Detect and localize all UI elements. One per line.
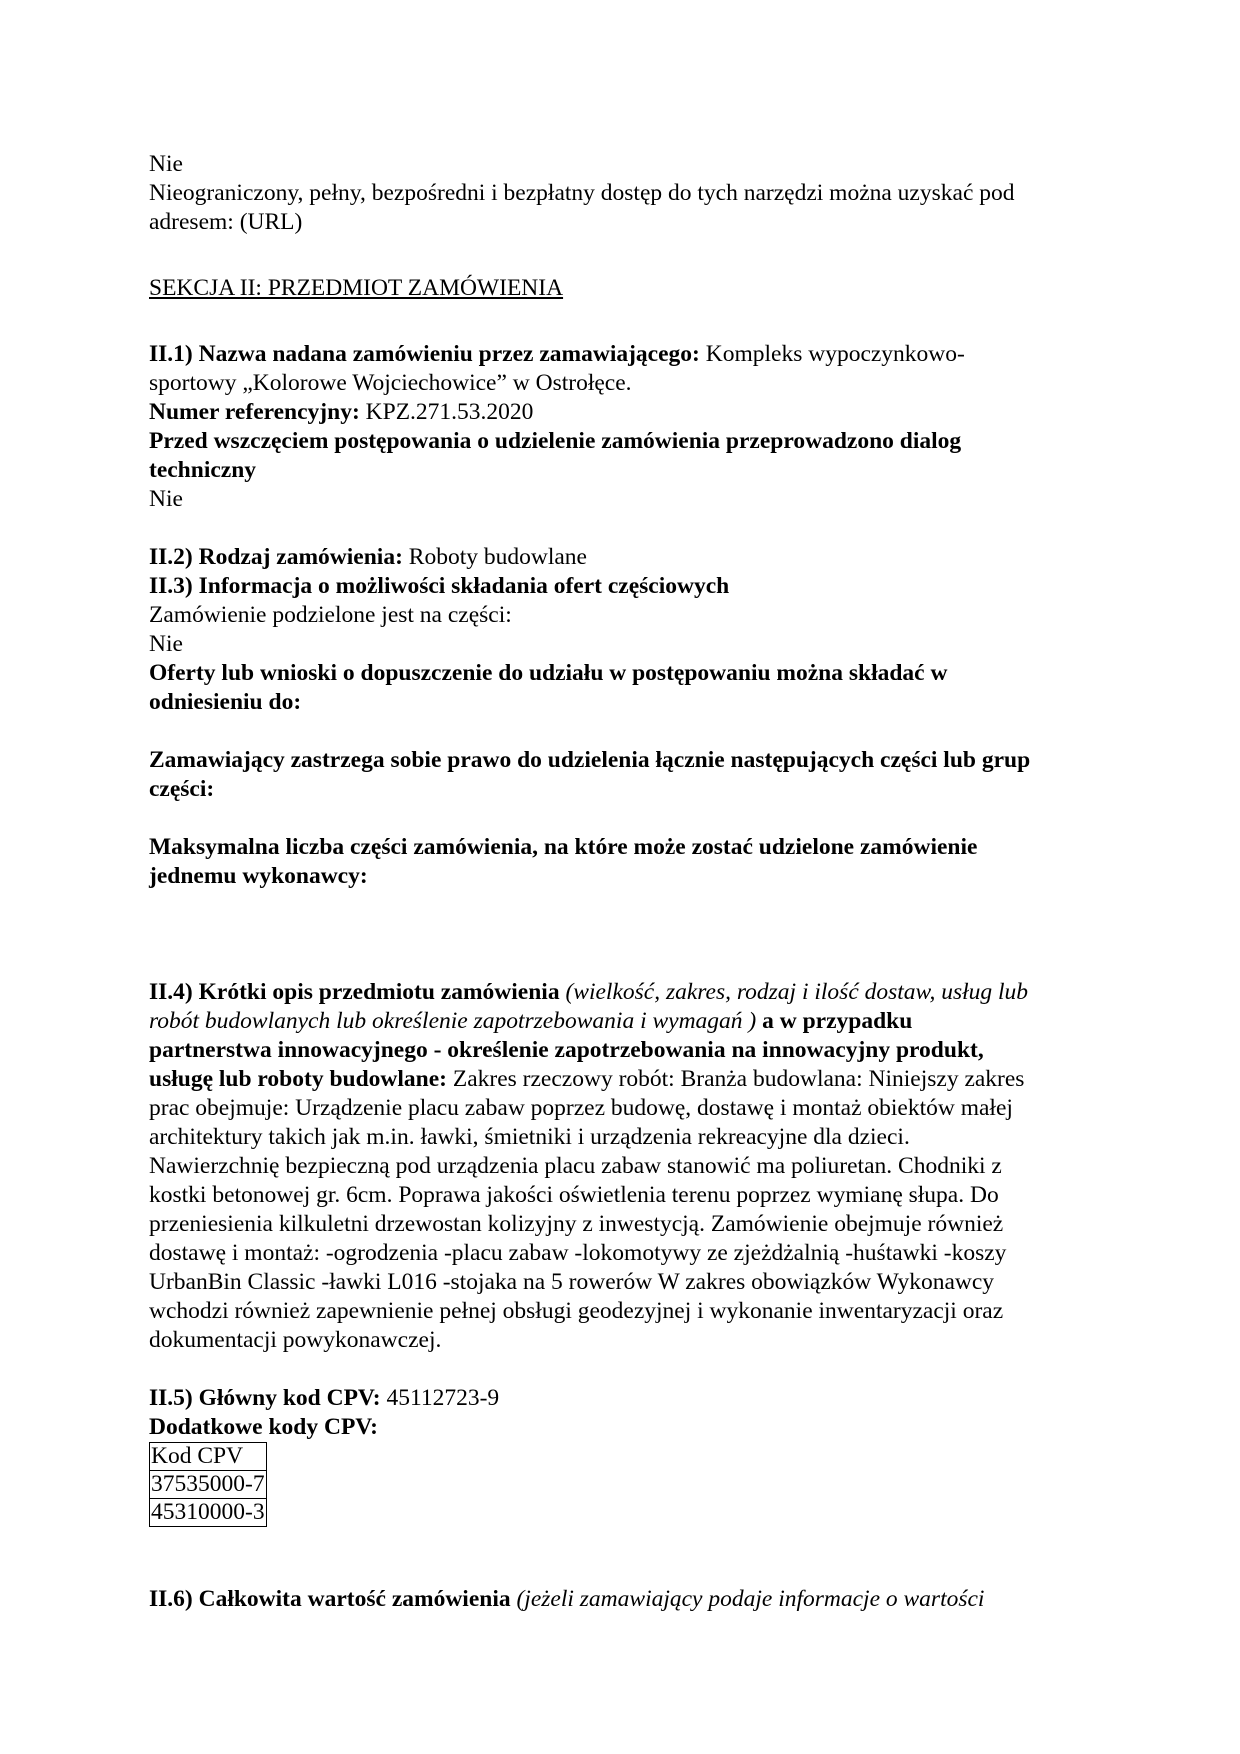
ii2-label: II.2) Rodzaj zamówienia:: [149, 544, 403, 570]
ii4-line-1: II.4) Krótki opis przedmiotu zamówienia (wielkość, zakres, rodzaj i ilość dostaw, usług lub: [149, 979, 1029, 1005]
additional-cpv-label: Dodatkowe kody CPV:: [149, 1414, 378, 1440]
table-row: [150, 1471, 267, 1499]
divided-label: Zamówienie podzielone jest na części:: [149, 602, 512, 628]
ii4-line-4: usługę lub roboty budowlane: Zakres rzeczowy robót: Branża budowlana: Niniejszy zakres: [149, 1066, 1025, 1092]
ii4-line-10: dostawę i montaż: -ogrodzenia -placu zabaw -lokomotywy ze zjeżdżalnią -huśtawki -koszy: [149, 1240, 1007, 1266]
ii4-line-9: przeniesienia kilkuletni drzewostan kolizyjny z inwestycją. Zamówienie obejmuje również: [149, 1211, 1004, 1237]
ii4-line-12: wchodzi również zapewnienie pełnej obsługi geodezyjnej i wykonanie inwentaryzacji oraz: [149, 1298, 1004, 1324]
ii6-italic: (jeżeli zamawiający podaje informacje o wartości: [510, 1586, 985, 1612]
dialog-line-2: techniczny: [149, 457, 257, 483]
intro-line-1: Nie: [149, 151, 183, 177]
reserve-line-2: części:: [149, 776, 215, 802]
reserve-line-1: Zamawiający zastrzega sobie prawo do udzielenia łącznie następujących części lub grup: [149, 747, 1031, 773]
ii1-name-line-1: [149, 340, 1099, 369]
ii1-reference: [149, 398, 1099, 427]
ii5-value: 45112723-9: [380, 1385, 500, 1411]
ii6-line: [149, 1585, 1099, 1614]
ii1-label: II.1) Nazwa nadana zamówieniu przez zamawiającego:: [149, 341, 700, 367]
ii4-line-2: robót budowlanych lub określenie zapotrzebowania i wymagań ) a w przypadku: [149, 1008, 913, 1034]
ii3-label: II.3) Informacja o możliwości składania ofert częściowych: [149, 573, 730, 599]
table-row: [150, 1499, 267, 1527]
table-cell: 37535000-7: [151, 1471, 265, 1497]
ref-value: KPZ.271.53.2020: [359, 399, 534, 425]
ii4-line-8: kostki betonowej gr. 6cm. Poprawa jakości oświetlenia terenu poprzez wymianę słupa. Do: [149, 1182, 999, 1208]
document-content: [149, 150, 1099, 1614]
ii5-label: II.5) Główny kod CPV:: [149, 1385, 381, 1411]
offers-line-2: odniesieniu do:: [149, 689, 302, 715]
ii4-line-7: Nawierzchnię bezpieczną pod urządzenia placu zabaw stanowić ma poliuretan. Chodniki z: [149, 1153, 1002, 1179]
table-row: [150, 1443, 267, 1471]
max-parts-line-1: Maksymalna liczba części zamówienia, na które może zostać udzielone zamówienie: [149, 834, 978, 860]
divided-value: Nie: [149, 631, 183, 657]
section-title: SEKCJA II: PRZEDMIOT ZAMÓWIENIA: [149, 275, 564, 301]
ii4-line-5: prac obejmuje: Urządzenie placu zabaw poprzez budowę, dostawę i montaż obiektów małej: [149, 1095, 1013, 1121]
ii1-value-1: Kompleks wypoczynkowo-: [699, 341, 965, 367]
ii4-line-3: partnerstwa innowacyjnego - określenie zapotrzebowania na innowacyjny produkt,: [149, 1037, 984, 1063]
ii4-line-6: architektury takich jak m.in. ławki, śmietniki i urządzenia rekreacyjne dla dzieci.: [149, 1124, 910, 1150]
ref-label: Numer referencyjny:: [149, 399, 360, 425]
dialog-value: Nie: [149, 486, 183, 512]
ii2-line: [149, 543, 1099, 572]
max-parts-line-2: jednemu wykonawcy:: [149, 863, 368, 889]
ii1-value-2: sportowy „Kolorowe Wojciechowice” w Ostrołęce.: [149, 370, 632, 396]
ii4-line-13: dokumentacji powykonawczej.: [149, 1327, 442, 1353]
ii2-value: Roboty budowlane: [402, 544, 587, 570]
ii6-label: II.6) Całkowita wartość zamówienia: [149, 1586, 511, 1612]
table-cell: 45310000-3: [151, 1499, 265, 1525]
cpv-table: [149, 1442, 267, 1527]
table-header-cell: Kod CPV: [150, 1443, 267, 1471]
offers-line-1: Oferty lub wnioski o dopuszczenie do udziału w postępowaniu można składać w: [149, 660, 948, 686]
intro-line-2: Nieograniczony, pełny, bezpośredni i bezpłatny dostęp do tych narzędzi można uzyskać pod: [149, 180, 1015, 206]
dialog-line-1: Przed wszczęciem postępowania o udzielenie zamówienia przeprowadzono dialog: [149, 428, 962, 454]
intro-line-3: adresem: (URL): [149, 209, 303, 235]
ii4-line-11: UrbanBin Classic -ławki L016 -stojaka na 5 rowerów W zakres obowiązków Wykonawcy: [149, 1269, 995, 1295]
ii5-line: [149, 1384, 1099, 1413]
